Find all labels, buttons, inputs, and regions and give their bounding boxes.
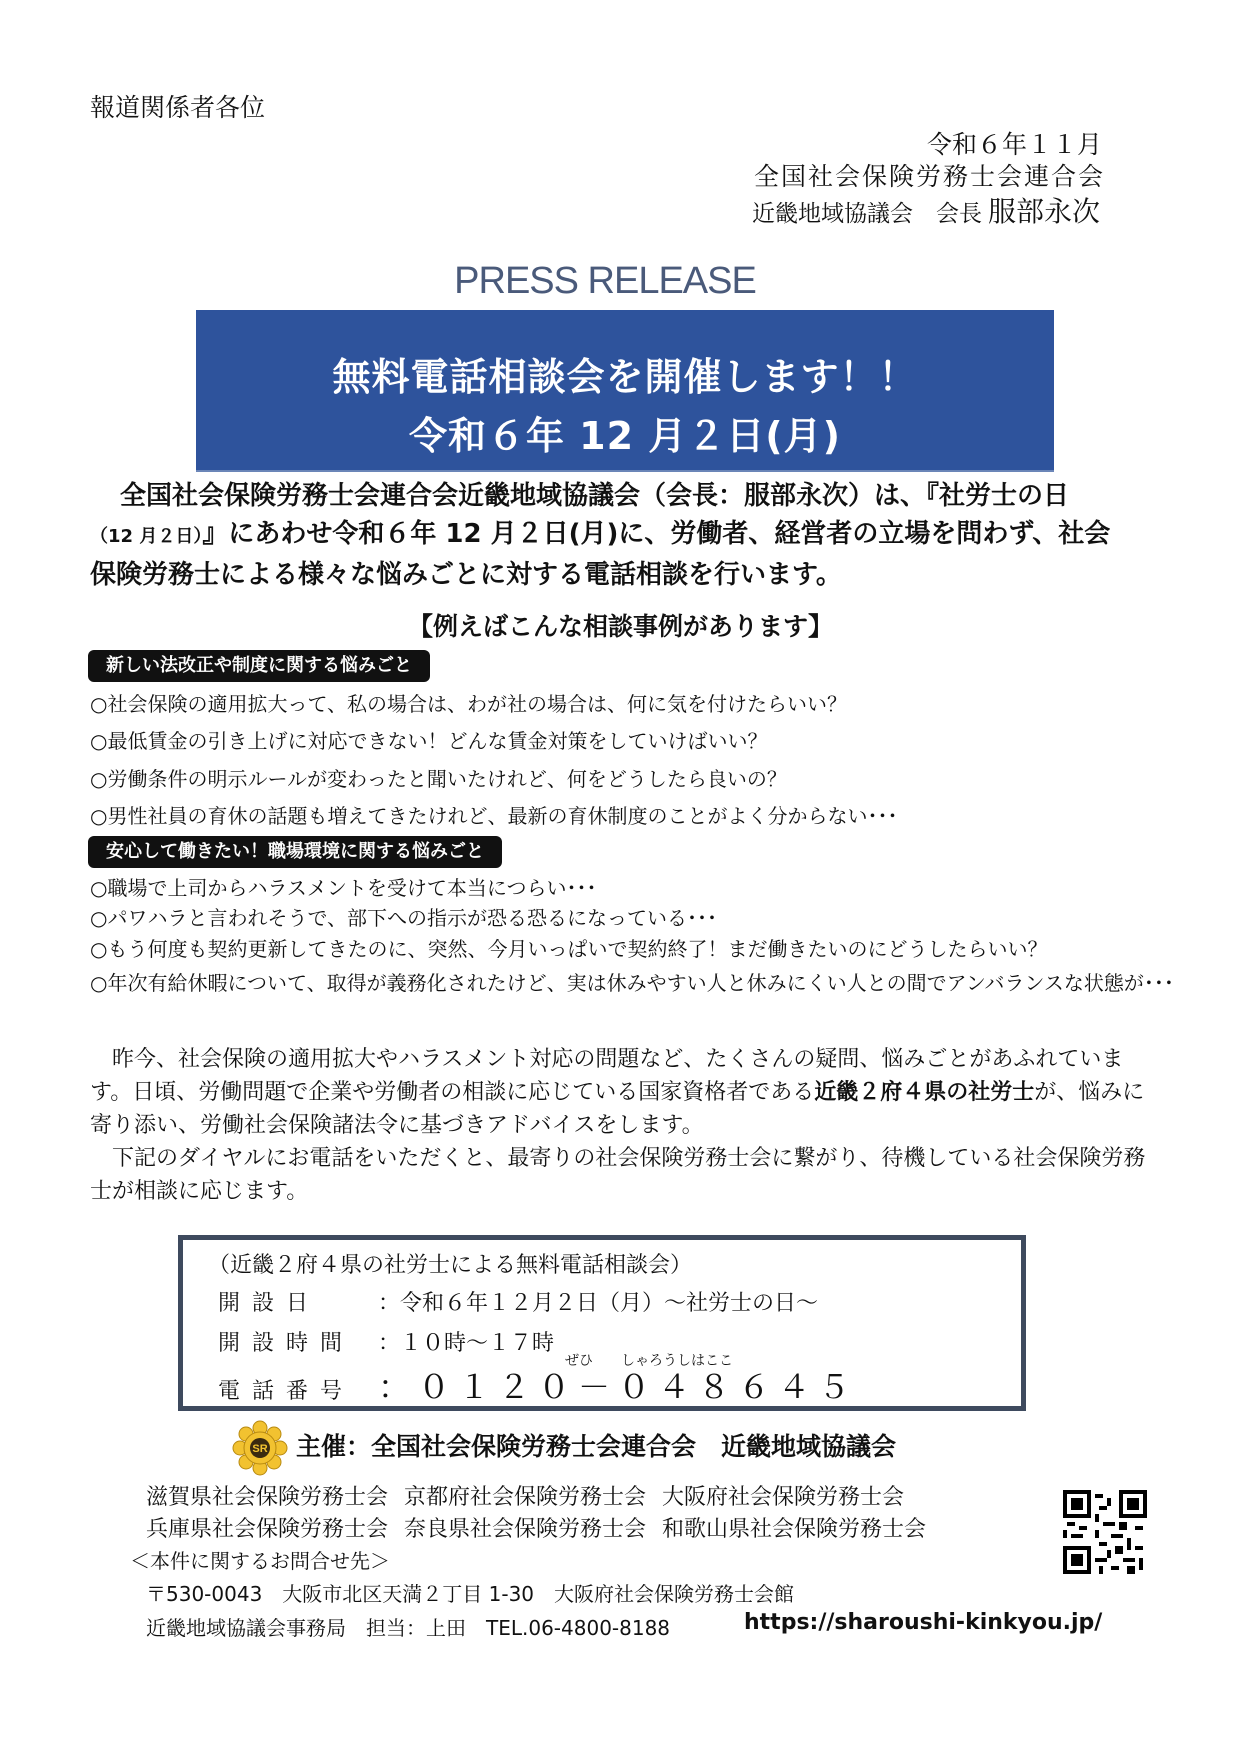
release-date: 令和６年１１月 [926,130,1102,159]
body-p1-bold: 近畿２府４県の社労士 [814,1080,1035,1105]
body-paragraph-2: 下記のダイヤルにお電話をいただくと、最寄りの社会保険労務士会に繋がり、待機している社会保険労務士が相談に応じます。 [90,1146,1146,1204]
section-tag-law: 新しい法改正や制度に関する悩みごと [88,650,430,682]
list-item: ○パワハラと言われそうで、部下への指示が恐る恐るになっている･･･ [90,906,718,930]
contact-address: 〒530-0043 大阪市北区天満２丁目 1-30 大阪府社会保険労務士会館 [146,1582,795,1606]
info-phone-label: 電話番号 [218,1379,355,1404]
lead-line-2 [90,515,1165,556]
phone-number[interactable]: ：０１２０－０４８６４５ [378,1368,859,1406]
list-item: ○社会保険の適用拡大って、私の場合は、わが社の場合は、何に気を付けたらいい？ [90,692,848,716]
body-paragraph-1 [90,1043,1165,1142]
press-release-title: PRESS RELEASE [454,260,756,302]
body-p1-a: 昨今、社会保険の適用拡大やハラスメント対応の問題など、たくさんの疑問、悩みごとがあふれています。日頃、労働問題で企業や労働者の相談に応じている国家資格者である [90,1047,1124,1105]
member-row-2 [146,1512,942,1543]
section-tag-workplace: 安心して働きたい！職場環境に関する悩みごと [88,836,502,868]
logo-text: SR [252,1443,268,1455]
body-p1-b: が、悩みに寄り添い、労働社会保険諸法令に基づきアドバイスをします。 [90,1080,1145,1138]
banner-date: 令和６年 12 月２日(月) [408,414,842,458]
examples-heading: 【例えばこんな相談事例があります】 [407,612,833,641]
member-shiga: 滋賀県社会保険労務士会 [146,1485,389,1510]
website-link[interactable]: https://sharoushi-kinkyou.jp/ [744,1610,1103,1635]
organization-name: 全国社会保険労務士会連合会 [753,162,1105,191]
member-row-1 [146,1480,920,1511]
lead-date-note: （12 月２日） [90,526,203,547]
list-item: ○労働条件の明示ルールが変わったと聞いたけれど、何をどうしたら良いの？ [90,767,787,791]
info-time-row [218,1326,554,1357]
contact-heading: ＜本件に関するお問合せ先＞ [130,1549,390,1573]
ruby-sharoushi: しゃろうしはここ [621,1353,733,1369]
list-item: ○男性社員の育休の話題も増えてきたけれど、最新の育休制度のことがよく分からない･･･ [90,804,898,828]
member-kyoto: 京都府社会保険労務士会 [404,1485,647,1510]
member-wakayama: 和歌山県社会保険労務士会 [662,1517,927,1542]
contact-office: 近畿地域協議会事務局 担当：上田 TEL.06-4800-8188 [146,1616,671,1640]
banner-title: 無料電話相談会を開催します！！ [332,355,918,399]
member-hyogo: 兵庫県社会保険労務士会 [146,1517,389,1542]
council-chair [752,190,1100,230]
chair-name: 服部永次 [987,195,1100,228]
info-date-value: ：令和６年１２月２日（月）～社労士の日～ [378,1291,819,1316]
qr-code-icon[interactable] [1063,1490,1147,1574]
list-item: ○もう何度も契約更新してきたのに、突然、今月いっぱいで契約終了！まだ働きたいのにどうしたらいい？ [90,937,1048,961]
lead-line-3: 保険労務士による様々な悩みごとに対する電話相談を行います。 [90,560,842,590]
body-paragraph [90,1043,1165,1208]
sr-logo-icon [232,1420,288,1476]
info-date-label: 開設日 [218,1291,321,1316]
host-line: 主催：全国社会保険労務士会連合会 近畿地域協議会 [296,1432,897,1461]
lead-line-2-text: 』にあわせ令和６年 12 月２日(月)に、労働者、経営者の立場を問わず、社会 [202,519,1111,549]
lead-paragraph [90,477,1165,594]
info-time-label: 開設時間 [218,1331,355,1356]
event-banner [196,310,1054,472]
info-phone-row [218,1362,858,1408]
ruby-zehi: ぜひ [565,1353,593,1369]
lead-line-1: 全国社会保険労務士会連合会近畿地域協議会（会長：服部永次）は、『社労士の日 [120,481,1070,511]
info-time-value: ：１０時～１７時 [378,1331,555,1356]
addressee: 報道関係者各位 [90,93,266,122]
list-item: ○年次有給休暇について、取得が義務化されたけど、実は休みやすい人と休みにくい人との間でアンバランスな状態が･･･ [90,971,1174,995]
info-box [178,1235,1026,1411]
member-osaka: 大阪府社会保険労務士会 [662,1485,905,1510]
list-item: ○職場で上司からハラスメントを受けて本当につらい･･･ [90,876,597,900]
council-label: 近畿地域協議会 会長 [751,201,982,227]
info-box-title: （近畿２府４県の社労士による無料電話相談会） [208,1253,693,1278]
member-nara: 奈良県社会保険労務士会 [404,1517,647,1542]
info-date-row [218,1286,818,1317]
list-item: ○最低賃金の引き上げに対応できない！どんな賃金対策をしていけばいい？ [90,729,768,753]
